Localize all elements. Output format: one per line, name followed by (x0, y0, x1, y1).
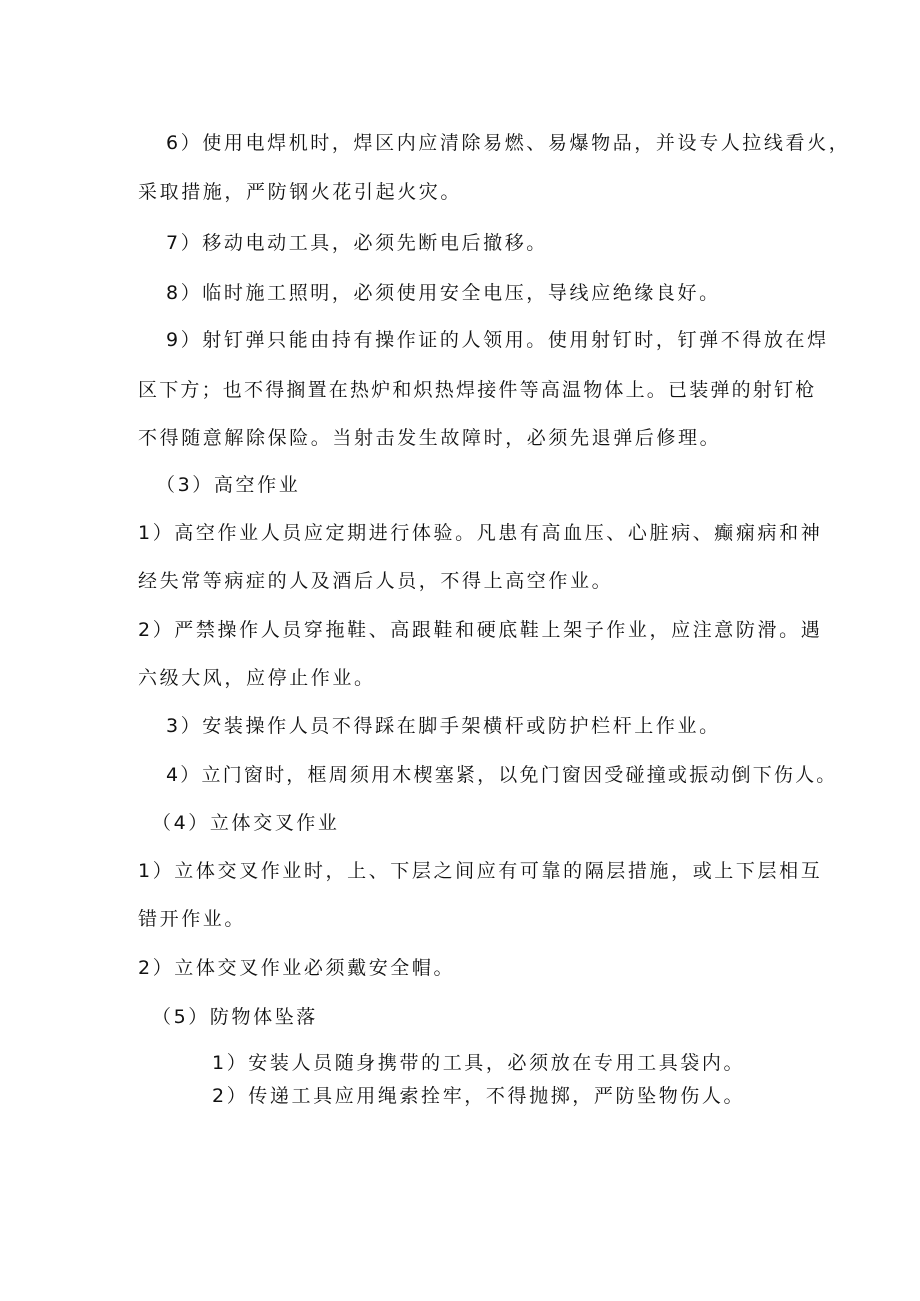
text-line: 7）移动电动工具，必须先断电后撤移。 (166, 232, 548, 254)
text-line: 6）使用电焊机时，焊区内应清除易燃、易爆物品，并设专人拉线看火， (166, 132, 851, 154)
text-line: 2）立体交叉作业必须戴安全帽。 (138, 957, 456, 979)
text-line: 8）临时施工照明，必须使用安全电压，导线应绝缘良好。 (166, 282, 721, 304)
text-line: 2）传递工具应用绳索拴牢，不得抛掷，严防坠物伤人。 (212, 1085, 746, 1107)
text-line: 六级大风，应停止作业。 (138, 667, 376, 689)
text-line: 1）安装人员随身携带的工具，必须放在专用工具袋内。 (212, 1052, 746, 1074)
text-line: 9）射钉弹只能由持有操作证的人领用。使用射钉时，钉弹不得放在焊 (166, 329, 829, 351)
text-line: 错开作业。 (138, 908, 247, 930)
text-line: 4）立门窗时，框周须用木楔塞紧，以免门窗因受碰撞或振动倒下伤人。 (166, 764, 838, 786)
section-heading: （4）立体交叉作业 (152, 812, 340, 834)
text-line: 1）立体交叉作业时，上、下层之间应有可靠的隔层措施，或上下层相互 (138, 860, 823, 882)
section-heading: （3）高空作业 (156, 474, 301, 496)
text-line: 经失常等病症的人及酒后人员，不得上高空作业。 (138, 570, 614, 592)
text-line: 采取措施，严防钢火花引起火灾。 (138, 181, 463, 203)
section-heading: （5）防物体坠落 (152, 1006, 318, 1028)
text-line: 不得随意解除保险。当射击发生故障时，必须先退弹后修理。 (138, 427, 722, 449)
text-line: 2）严禁操作人员穿拖鞋、高跟鞋和硬底鞋上架子作业，应注意防滑。遇 (138, 619, 823, 641)
text-line: 1）高空作业人员应定期进行体验。凡患有高血压、心脏病、癫痫病和神 (138, 522, 823, 544)
text-line: 3）安装操作人员不得踩在脚手架横杆或防护栏杆上作业。 (166, 715, 721, 737)
text-line: 区下方；也不得搁置在热炉和炽热焊接件等高温物体上。已装弹的射钉枪 (138, 379, 817, 401)
